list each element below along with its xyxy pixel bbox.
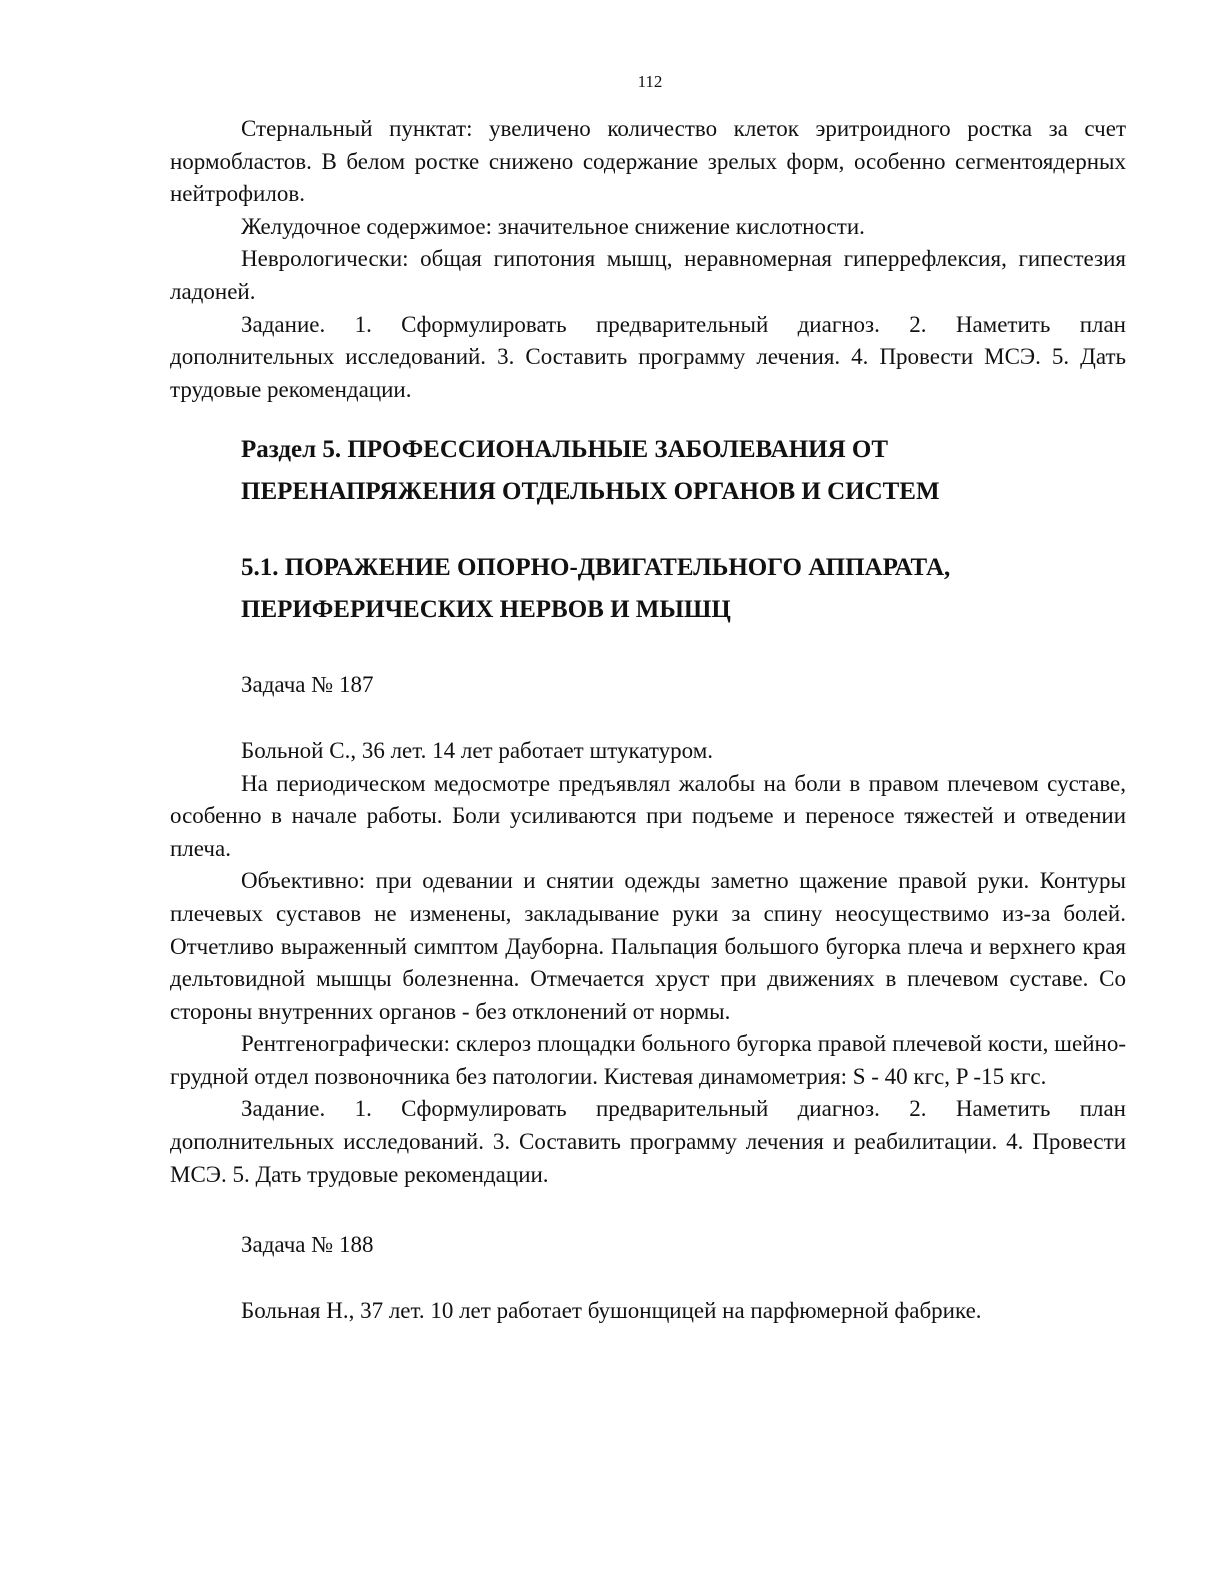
- document-body: [170, 113, 1126, 1327]
- task-187-objective: Объективно: при одевании и снятии одежды заметно щажение правой руки. Контуры плечевых суставов не изменены, закладывание руки за спину неосуществимо из-за болей. Отчетливо выраженный симптом Дауборна. Пальпация большого бугорка плеча и верхнего края дельтовидной мышцы болезненна. Отмечается хруст при движениях в плечевом суставе. Со стороны внутренних органов - без отклонений от нормы.: [170, 868, 1126, 1024]
- section-heading-line-1: Раздел 5. ПРОФЕССИОНАЛЬНЫЕ ЗАБОЛЕВАНИЯ ОТ: [241, 436, 889, 464]
- task-187-radiography: Рентгенографически: склероз площадки больного бугорка правой плечевой кости, шейно-грудной отдел позвоночника без патологии. Кистевая динамометрия: S - 40 кгс, P -15 кгс.: [170, 1031, 1126, 1089]
- subsection-heading-line-2: ПЕРИФЕРИЧЕСКИХ НЕРВОВ И МЫШЦ: [241, 596, 731, 624]
- task-187-complaints: На периодическом медосмотре предъявлял жалобы на боли в правом плечевом суставе, особенно в начале работы. Боли усиливаются при подъеме и переносе тяжестей и отведении плеча.: [170, 770, 1126, 861]
- intro-paragraph-neuro: Неврологически: общая гипотония мышц, неравномерная гиперрефлексия, гипестезия ладоней.: [170, 246, 1126, 304]
- section-heading-line-2: ПЕРЕНАПРЯЖЕНИЯ ОТДЕЛЬНЫХ ОРГАНОВ И СИСТЕМ: [241, 478, 940, 506]
- task-187: [170, 669, 1126, 1191]
- task-187-title: Задача № 187: [241, 672, 374, 698]
- intro-block: [170, 113, 1126, 406]
- task-188: [170, 1229, 1126, 1327]
- intro-paragraph-assignment: Задание. 1. Сформулировать предварительный диагноз. 2. Наметить план дополнительных исследований. 3. Составить программу лечения. 4. Провести МСЭ. 5. Дать трудовые рекомендации.: [170, 311, 1126, 402]
- page-number: 112: [637, 72, 663, 91]
- subsection-heading: [170, 547, 1126, 631]
- subsection-heading-line-1: 5.1. ПОРАЖЕНИЕ ОПОРНО-ДВИГАТЕЛЬНОГО АППАРАТА,: [241, 554, 951, 582]
- task-187-assignment: Задание. 1. Сформулировать предварительный диагноз. 2. Наметить план дополнительных исследований. 3. Составить программу лечения и реабилитации. 4. Провести МСЭ. 5. Дать трудовые рекомендации.: [170, 1096, 1126, 1187]
- intro-paragraph-sternal: Стернальный пунктат: увеличено количество клеток эритроидного ростка за счет нормобластов. В белом ростке снижено содержание зрелых форм, особенно сегментоядерных нейтрофилов.: [170, 116, 1126, 207]
- section-heading: [170, 429, 1126, 513]
- task-188-title: Задача № 188: [241, 1232, 374, 1258]
- task-187-patient: Больной С., 36 лет. 14 лет работает штукатуром.: [241, 737, 713, 763]
- task-188-patient: Больная Н., 37 лет. 10 лет работает бушонщицей на парфюмерной фабрике.: [241, 1297, 982, 1323]
- intro-paragraph-gastric: Желудочное содержимое: значительное снижение кислотности.: [241, 213, 865, 239]
